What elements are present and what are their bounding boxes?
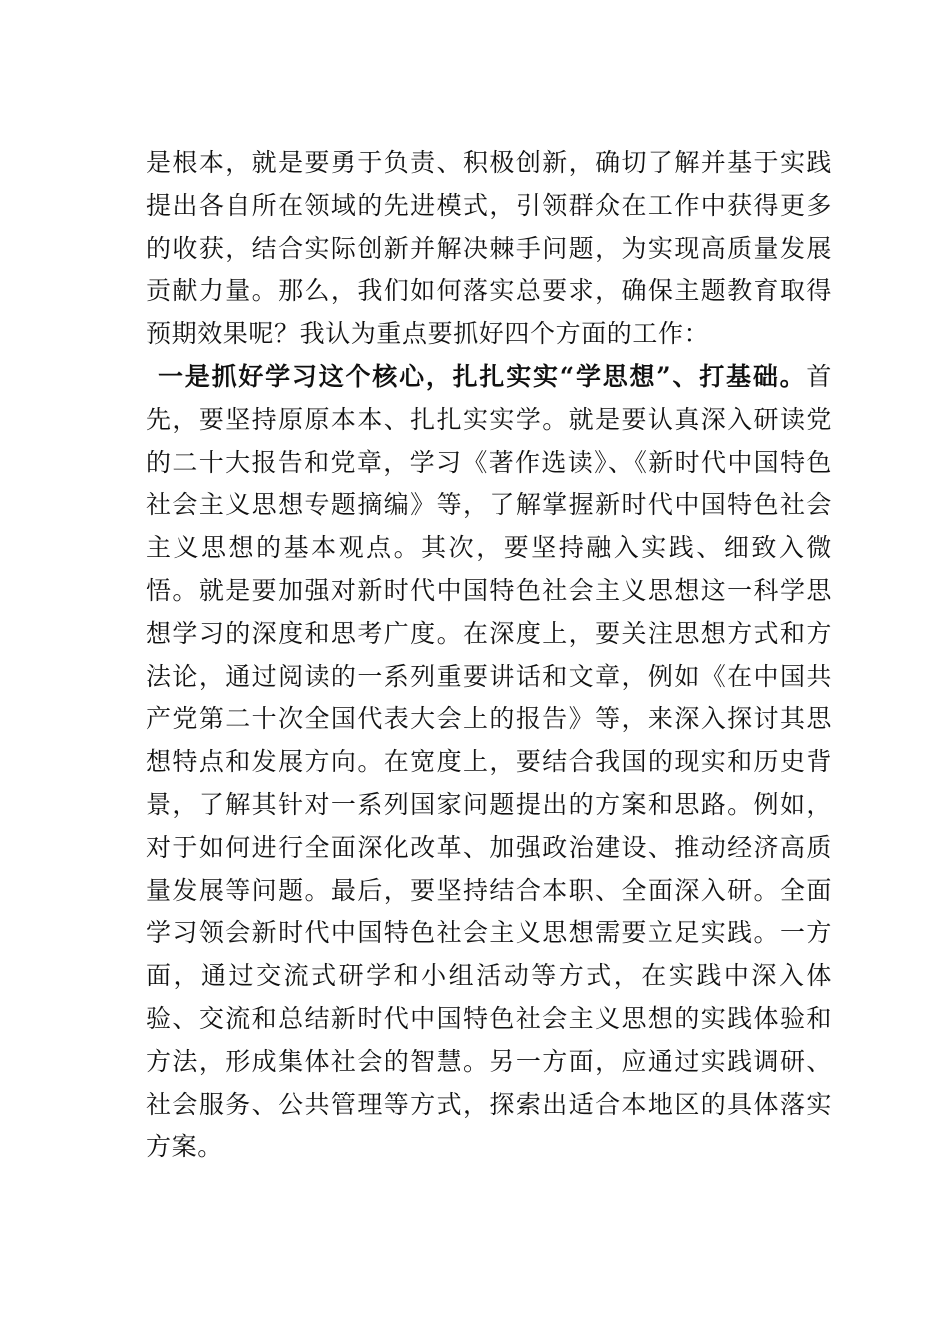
paragraph-1 bbox=[146, 142, 832, 356]
paragraph-2-text: 首先，要坚持原原本本、扎扎实实学。就是要认真深入研读党的二十大报告和党章，学习《著作选读》、《新时代中国特色社会主义思想专题摘编》等，了解掌握新时代中国特色社会主义思想的基本观点。其次，要坚持融入实践、细致入微悟。就是要加强对新时代中国特色社会主义思想这一科学思想学习的深度和思考广度。在深度上，要关注思想方式和方法论，通过阅读的一系列重要讲话和文章，例如《在中国共产党第二十次全国代表大会上的报告》等，来深入探讨其思想特点和发展方向。在宽度上，要结合我国的现实和历史背景，了解其针对一系列国家问题提出的方案和思路。例如，对于如何进行全面深化改革、加强政治建设、推动经济高质量发展等问题。最后，要坚持结合本职、全面深入研。全面学习领会新时代中国特色社会主义思想需要立足实践。一方面，通过交流式研学和小组活动等方式，在实践中深入体验、交流和总结新时代中国特色社会主义思想的实践体验和方法，形成集体社会的智慧。另一方面，应通过实践调研、社会服务、公共管理等方式，探索出适合本地区的具体落实方案。 bbox=[146, 361, 832, 1162]
body-text bbox=[146, 142, 832, 1169]
paragraph-2-lead-heading: 一是抓好学习这个核心，扎扎实实“学思想”、打基础。 bbox=[158, 361, 807, 391]
paragraph-2 bbox=[146, 356, 832, 1169]
paragraph-1-text: 是根本，就是要勇于负责、积极创新，确切了解并基于实践提出各自所在领域的先进模式，引领群众在工作中获得更多的收获，结合实际创新并解决棘手问题，为实现高质量发展贡献力量。那么，我们如何落实总要求，确保主题教育取得预期效果呢？我认为重点要抓好四个方面的工作： bbox=[146, 148, 832, 349]
